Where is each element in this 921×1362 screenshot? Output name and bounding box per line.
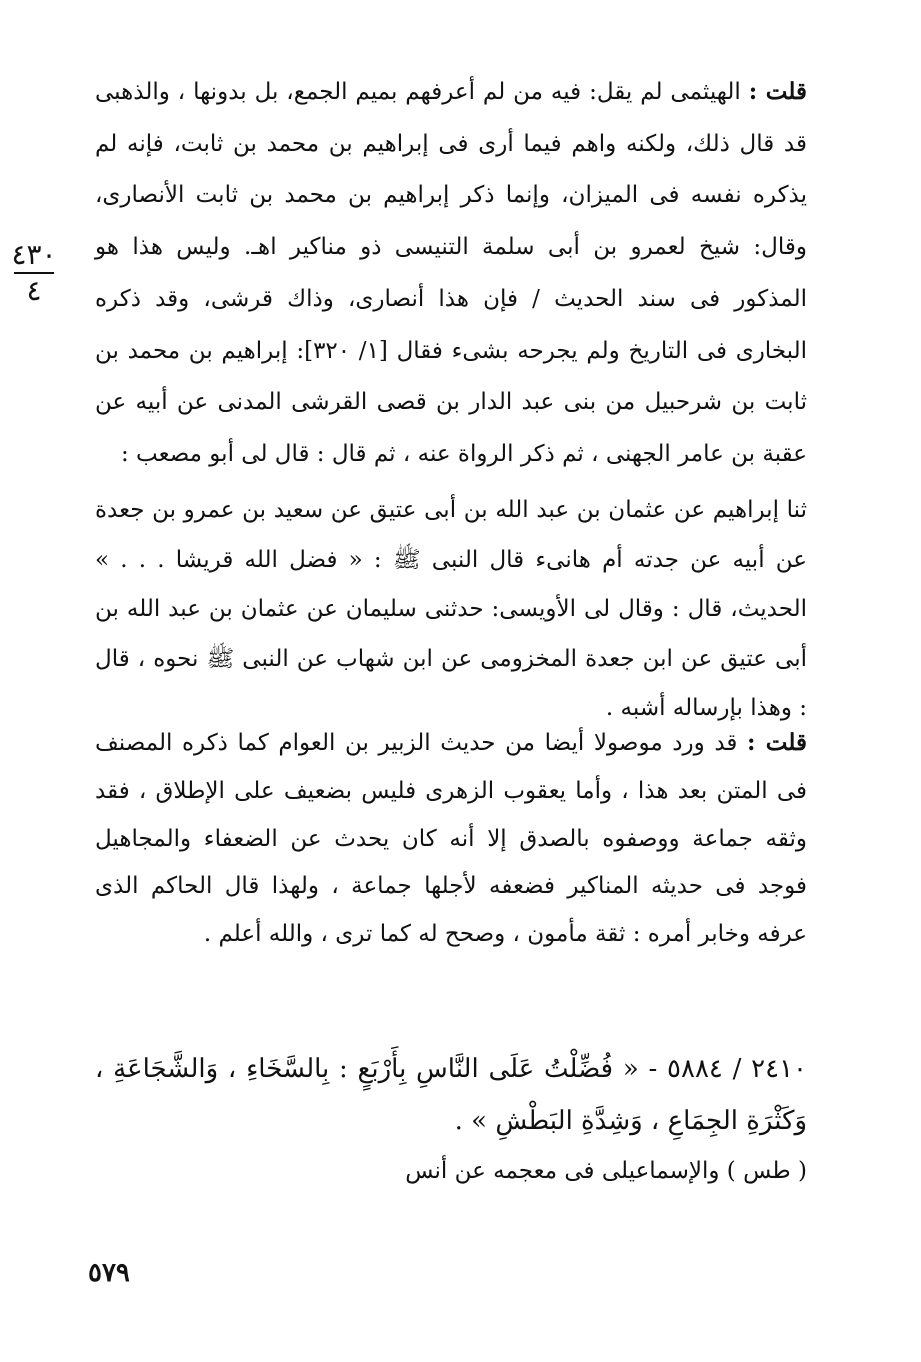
commentary-text: الهيثمى لم يقل: فيه من لم أعرفهم بميم الجمع، بل بدونها ، والذهبى قد قال ذلك، ولكنه واهم فيما أرى فى إبراهيم بن محمد بن ثابت، فإنه لم يذكره نفسه فى الميزان، وإنما ذكر إبراهيم بن محمد بن ثابت الأنصارى، وقال: شيخ لعمرو بن أبى سلمة التنيسى ذو مناكير اهـ. وليس هذا هو المذكور فى سند الحديث / فإن هذا أنصارى، وذاك قرشى، وقد ذكره البخارى فى التاريخ ولم يجرحه بشىء فقال [١/ ٣٢٠]: إبراهيم بن محمد بن ثابت بن شرحبيل من بنى عبد الدار بن قصى القرشى المدنى عن أبيه عن عقبة بن عامر الجهنى ، ثم ذكر الرواة عنه ، ثم قال : قال لى أبو مصعب : [95,79,808,467]
margin-ref-bottom: ٤ [26,274,42,307]
hadith-entry [95,1043,807,1147]
quoted-chain-text: ثنا إبراهيم عن عثمان بن عبد الله بن أبى عتيق عن سعيد بن عمرو بن جعدة عن أبيه عن جدته أم هانىء قال النبى ﷺ : « فضل الله قريشا . . . » الحديث، قال : وقال لى الأويسى: حدثنى سليمان عن عثمان بن عبد الله بن أبى عتيق عن ابن جعدة المخزومى عن ابن شهاب عن النبى ﷺ نحوه ، قال : وهذا بإرساله أشبه . [95,497,807,721]
hadith-source-text: ( طس ) والإسماعيلى فى معجمه عن أنس [405,1158,807,1184]
quoted-chain-paragraph [95,486,807,734]
commentary-text: قد ورد موصولا أيضا من حديث الزبير بن العوام كما ذكره المصنف فى المتن بعد هذا ، وأما يعقوب الزهرى فليس بضعيف على الإطلاق ، فقد وثقه جماعة ووصفوه بالصدق إلا أنه كان يحدث عن الضعفاء والمجاهيل فوجد فى حديثه المناكير فضعفه لأجلها جماعة ، ولهذا قال الحاكم الذى عرفه وخابر أمره : ثقة مأمون ، وصحح له كما ترى ، والله أعلم . [95,730,807,948]
page-number: ٥٧٩ [88,1258,130,1288]
hadith-source [95,1151,807,1191]
commentary-paragraph-1 [95,66,807,481]
commentary-paragraph-2 [95,719,807,959]
margin-page-reference [8,240,60,306]
commentary-label: قلت : [748,78,807,105]
hadith-text: ٢٤١٠ / ٥٨٨٤ - « فُضِّلْتُ عَلَى النَّاسِ بِأَرْبَعٍ : بِالسَّخَاءِ ، وَالشَّجَاعَةِ ، وَكَثْرَةِ الجِمَاعِ ، وَشِدَّةِ البَطْشِ » . [95,1054,807,1136]
margin-ref-top: ٤٣٠ [11,238,57,271]
commentary-label: قلت : [747,729,807,756]
